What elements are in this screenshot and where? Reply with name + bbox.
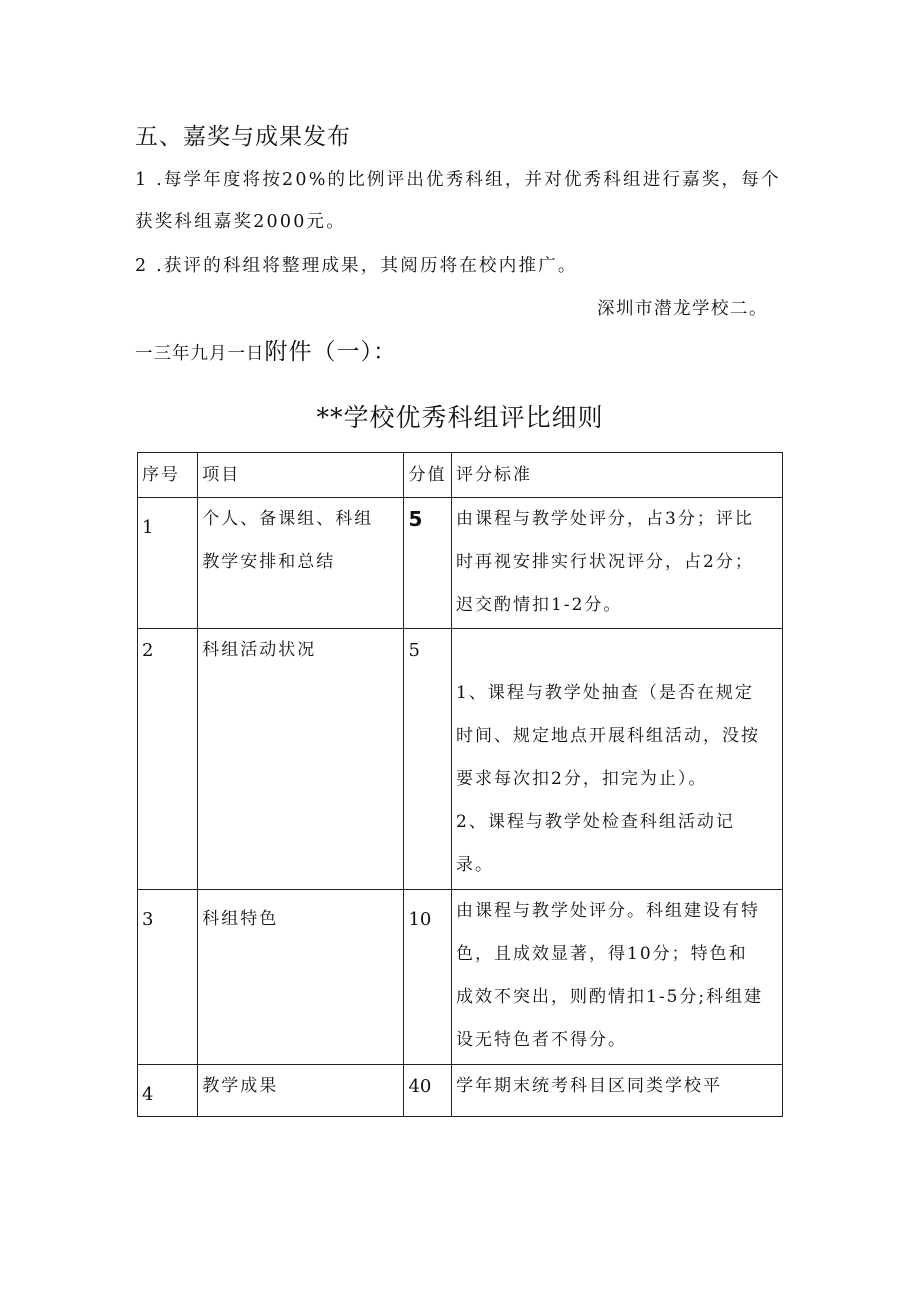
criteria-line: 录。 [456,855,495,875]
paragraph-1-line-2: 获奖科组嘉奖2000元。 [135,212,346,232]
criteria-line: 设无特色者不得分。 [456,1030,628,1050]
table-row [138,498,783,629]
criteria-line: 要求每次扣2分，扣完为止）。 [456,769,708,789]
criteria-line: 2、课程与教学处检查科组活动记 [456,812,735,832]
table-row [138,629,783,890]
table-row [138,1065,783,1117]
paragraph-1-line-1: 1 .每学年度将按20%的比例评出优秀科组，并对优秀科组进行嘉奖，每个 [135,170,781,190]
row-item [198,498,404,629]
row-no: 3 [138,890,198,1065]
row-no: 4 [138,1065,198,1117]
row-criteria [452,890,783,1065]
table-row [138,890,783,1065]
row-item [198,629,404,890]
row-score: 10 [404,890,452,1065]
criteria-line: 色，且成效显著，得10分；特色和 [456,944,748,964]
date-text: 一三年九月一日 [135,344,265,364]
row-criteria [452,1065,783,1117]
criteria-line: 成效不突出，则酌情扣1-5分;科组建 [456,987,764,1007]
row-no: 1 [138,498,198,629]
row-item [198,890,404,1065]
criteria-table [137,452,783,1117]
item-line: 教学成果 [202,1076,279,1096]
signature: 深圳市潜龙学校二。 [597,299,768,319]
criteria-line-blank [456,629,778,672]
document-title: **学校优秀科组评比细则 [316,403,604,432]
item-line: 科组活动状况 [202,640,317,660]
header-criteria: 评分标准 [452,453,783,498]
date-attachment-line [135,333,397,366]
row-score: 5 [404,498,452,629]
header-no: 序号 [138,453,198,498]
item-line: 科组特色 [202,909,279,929]
header-item: 项目 [198,453,404,498]
criteria-line: 由课程与教学处评分，占3分；评比 [456,509,754,529]
table-header-row [138,453,783,498]
criteria-line: 学年期末统考科目区同类学校平 [456,1076,723,1096]
item-line: 个人、备课组、科组 [202,509,374,529]
criteria-line: 时再视安排实行状况评分，占2分； [456,552,754,572]
criteria-line: 迟交酌情扣1-2分。 [456,595,623,615]
row-no: 2 [138,629,198,890]
criteria-line: 1、课程与教学处抽查（是否在规定 [456,683,754,703]
criteria-line: 时间、规定地点开展科组活动，没按 [456,726,761,746]
header-score: 分值 [404,453,452,498]
row-score: 40 [404,1065,452,1117]
item-line: 教学安排和总结 [202,552,336,572]
criteria-line: 由课程与教学处评分。科组建设有特 [456,901,761,921]
row-criteria [452,498,783,629]
row-criteria [452,629,783,890]
attachment-label: 附件（一）： [264,339,397,365]
row-score: 5 [404,629,452,890]
row-item [198,1065,404,1117]
paragraph-2: 2 .获评的科组将整理成果，其阅历将在校内推广。 [135,256,578,276]
section-heading: 五、嘉奖与成果发布 [135,124,351,150]
